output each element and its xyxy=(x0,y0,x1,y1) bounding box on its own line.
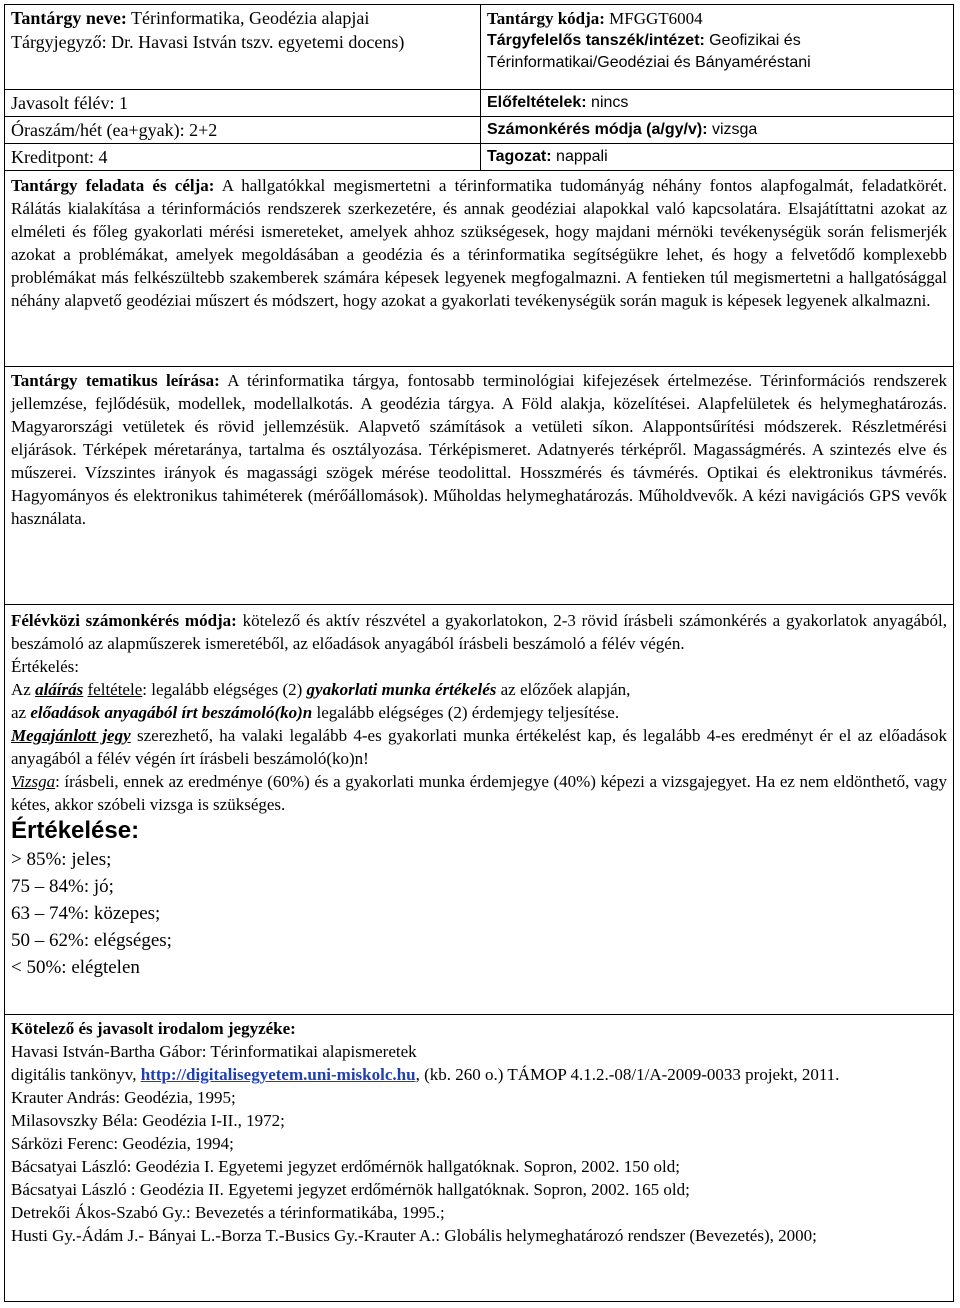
dept: Geofizikai és Térinformatikai/Geodéziai és Bányaméréstani xyxy=(487,32,811,71)
literature-item: Detrekői Ákos-Szabó Gy.: Bevezetés a térinformatikába, 1995.; xyxy=(11,1203,445,1222)
course-description-sheet xyxy=(4,4,954,1302)
exam-rule-label: Vizsga xyxy=(11,772,56,791)
hours-cell xyxy=(5,117,481,143)
literature-item: Milasovszky Béla: Geodézia I-II., 1972; xyxy=(11,1111,285,1130)
exam-type-cell xyxy=(481,117,953,143)
lecture-requirement: legalább elégséges (2) érdemjegy teljesítése. xyxy=(316,703,620,722)
grade-item: < 50%: elégtelen xyxy=(11,957,140,978)
prereq: nincs xyxy=(591,94,629,111)
literature-item-digital xyxy=(11,1063,947,1086)
subject-name-cell xyxy=(5,5,481,89)
exam-rule xyxy=(11,770,947,816)
hours: 2+2 xyxy=(189,120,218,140)
lecture-condition xyxy=(11,701,947,724)
literature-item: Sárközi Ferenc: Geodézia, 1994; xyxy=(11,1134,234,1153)
prereq-label: Előfeltételek: xyxy=(487,94,587,111)
semester-cell xyxy=(5,90,481,116)
midterm-assessment xyxy=(11,609,947,655)
literature-item: Krauter András: Geodézia, 1995; xyxy=(11,1088,236,1107)
exam-type-label: Számonkérés módja (a/gy/v): xyxy=(487,121,708,138)
track-cell xyxy=(481,144,953,170)
header-row-4 xyxy=(5,144,953,171)
topics-text: A térinformatika tárgya, fontosabb terminológiai kifejezések értelmezése. Térinformációs rendszerek jellemzése, fejlődésük, modellek, modellalkotás. A geodézia tárgya. A Föld alakja, közelítései. Alapfelületek és helymeghatározás. Magyarországi vetületek és rövid jellemzésük. Alapvető számítások a vetületi síkon. Alappontsűrítési módszerek. Részletmérési eljárások. Térképek méretaránya, tartalma és osztályozása. Térképismeret. Adatnyerés térképről. Magasságmérés. A szintezés elve és műszerei. Vízszintes irányok és magassági szögek mérése teodolittal. Hosszmérés és távmérés. Optikai és elektronikus távmérés. Hagyományos és elektronikus tahiméterek (mérőállomások). Műholdas helymeghatározás. Műholdvevők. A kézi navigációs GPS vevők használata. xyxy=(11,371,948,528)
credit-cell xyxy=(5,144,481,170)
subject-name-label: Tantárgy neve: xyxy=(11,8,127,28)
midterm-text: kötelező és aktív részvétel a gyakorlatokon, 2-3 rövid írásbeli számonkérés a gyakorlatok anyagából, beszámoló az alapműszerek ismeretéből, az előadások anyagából írásbeli beszámoló a félév végén. xyxy=(11,611,948,653)
midterm-label: Félévközi számonkérés módja: xyxy=(11,611,237,630)
grade-item: > 85%: jeles; xyxy=(11,849,112,870)
credit-label: Kreditpont: xyxy=(11,147,94,167)
header-row-3 xyxy=(5,117,953,144)
hours-label: Óraszám/hét (ea+gyak): xyxy=(11,120,185,140)
prereq-cell xyxy=(481,90,953,116)
semester-label: Javasolt félév: xyxy=(11,93,115,113)
evaluation-label: Értékelés: xyxy=(11,657,79,676)
literature-item: Bácsatyai László : Geodézia II. Egyetemi jegyzet erdőmérnök hallgatóknak. Sopron, 2002. 165 old; xyxy=(11,1180,690,1199)
track-label: Tagozat: xyxy=(487,148,552,165)
literature-label: Kötelező és javasolt irodalom jegyzéke: xyxy=(11,1019,296,1038)
track: nappali xyxy=(556,148,608,165)
subject-code-label: Tantárgy kódja: xyxy=(487,9,605,28)
header-row-2 xyxy=(5,90,953,117)
header-row-1 xyxy=(5,5,953,90)
credit: 4 xyxy=(98,147,108,167)
exam-type: vizsga xyxy=(711,121,758,138)
subject-code: MFGGT6004 xyxy=(609,9,703,28)
grading-title: Értékelése: xyxy=(11,817,140,844)
digital-prefix: digitális tankönyv, xyxy=(11,1065,137,1084)
sig-basis: az előzőek alapján, xyxy=(500,680,631,699)
offered-grade xyxy=(11,724,947,770)
subject-name: Térinformatika, Geodézia alapjai xyxy=(131,8,370,28)
assessment-section xyxy=(5,605,953,1015)
goal-text: A hallgatókkal megismertetni a térinformatika tudományág néhány fontos alapfogalmát, feladatkörét. Rálátás kialakítása a térinformációs rendszerek szerkezetére, és annak geodéziai alapokkal való kapcsolatára. Elsajátíttatni azokat az elméleti és főleg gyakorlati mérési ismereteket, amelyek ahhoz szükségesek, hogy majdani mérnöki tevékenységük során felismerjék azokat a problémákat, amelyek megoldásában a geodézia és a térinformatika segítségükre lehet, és hogy a felvetődő komplexebb problémákat más felkészültebb szakemberek számára képesek legyenek megfogalmazni. A fentieken túl megismertetni a hallgatósággal néhány alapvető geodéziai műszert és módszert, hogy azokat a gyakorlati tevékenységük során maguk is képesek legyenek alkalmazni. xyxy=(11,176,947,310)
grade-list xyxy=(11,846,947,981)
semester: 1 xyxy=(118,93,128,113)
responsible: Dr. Havasi István tszv. egyetemi docens) xyxy=(111,32,405,52)
signature-condition xyxy=(11,678,947,701)
literature-item: Havasi István-Bartha Gábor: Térinformatikai alapismeretek xyxy=(11,1042,417,1061)
lecture-prefix: az xyxy=(11,703,27,722)
topics-label: Tantárgy tematikus leírása: xyxy=(11,371,220,390)
sig-requirement: : legalább elégséges (2) xyxy=(142,680,303,699)
subject-code-cell xyxy=(481,5,953,89)
responsible-label: Tárgyjegyző: xyxy=(11,32,107,52)
literature-item: Husti Gy.-Ádám J.- Bányai L.-Borza T.-Busics Gy.-Krauter A.: Globális helymeghatározó rendszer (Bevezetés), 2000; xyxy=(11,1226,817,1245)
digital-suffix: , (kb. 260 o.) TÁMOP 4.1.2.-08/1/A-2009-0033 projekt, 2011. xyxy=(415,1065,840,1084)
grade-item: 50 – 62%: elégséges; xyxy=(11,930,172,951)
goal-section xyxy=(5,171,953,367)
goal-label: Tantárgy feladata és célja: xyxy=(11,176,215,195)
grade-item: 75 – 84%: jó; xyxy=(11,876,114,897)
digital-textbook-link[interactable]: http://digitalisegyetem.uni-miskolc.hu xyxy=(140,1065,416,1084)
literature-section xyxy=(5,1015,953,1247)
exam-rule-text: : írásbeli, ennek az eredménye (60%) és a gyakorlati munka érdemjegye (40%) képezi a vizsgajegyet. Ha ez nem eldönthető, vagy kétes, akkor szóbeli vizsga is szükséges. xyxy=(11,772,947,814)
grade-item: 63 – 74%: közepes; xyxy=(11,903,161,924)
literature-item: Bácsatyai László: Geodézia I. Egyetemi jegyzet erdőmérnök hallgatóknak. Sopron, 2002. 150 old; xyxy=(11,1157,680,1176)
sig-prefix: Az xyxy=(11,680,31,699)
topics-section xyxy=(5,367,953,605)
dept-label: Tárgyfelelős tanszék/intézet: xyxy=(487,32,705,49)
sig-condition: feltétele xyxy=(87,680,143,699)
sig-keyword: aláírás xyxy=(35,680,84,699)
offered-grade-label: Megajánlott jegy xyxy=(11,726,131,745)
offered-grade-text: szerezhető, ha valaki legalább 4-es gyakorlati munka értékelést kap, és legalább 4-es eredményt ér el az előadások anyagából a félév végén írt írásbeli beszámoló(ko)n! xyxy=(11,726,948,768)
lecture-keyword: előadások anyagából írt beszámoló(ko)n xyxy=(30,703,313,722)
sig-practice: gyakorlati munka értékelés xyxy=(306,680,497,699)
